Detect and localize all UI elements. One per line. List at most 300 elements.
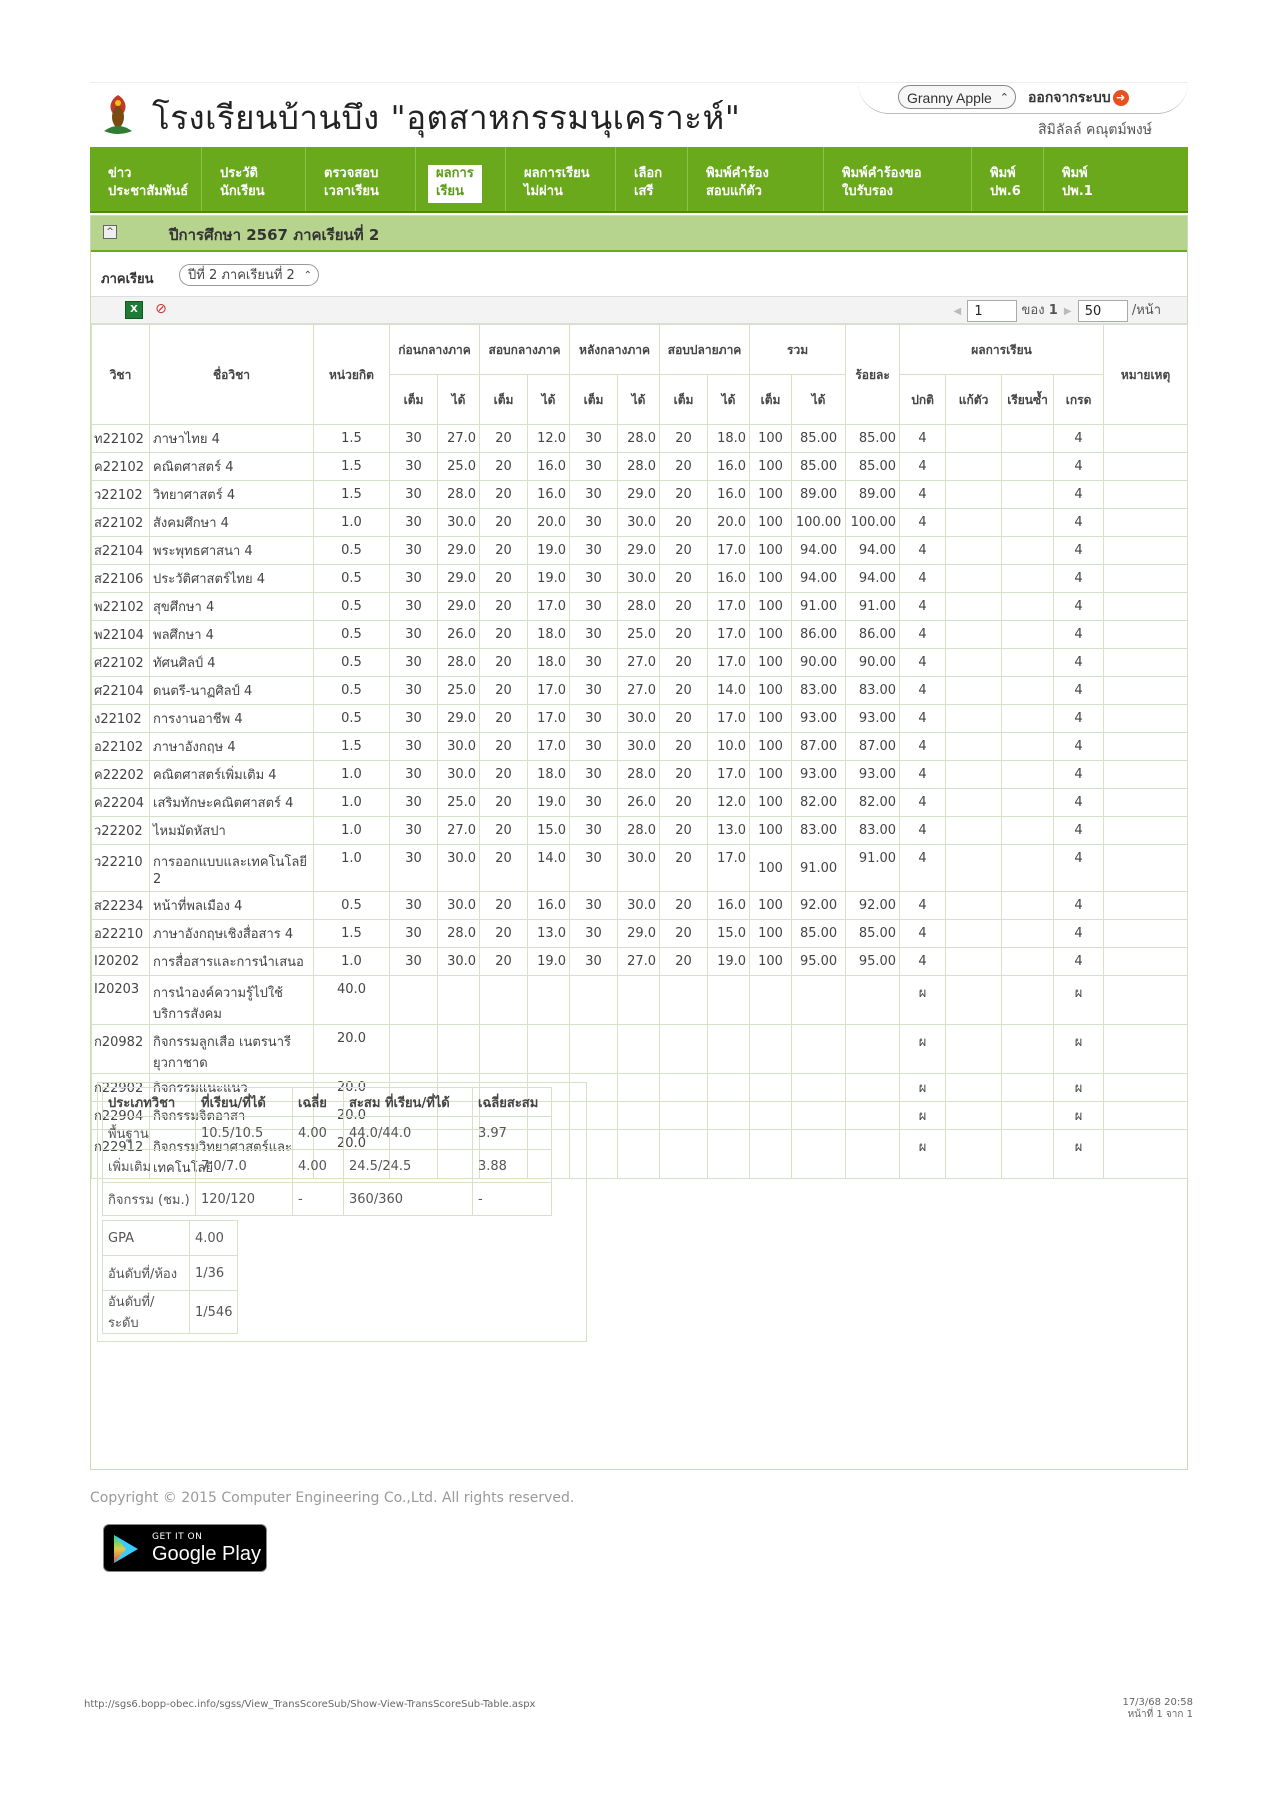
summary-table [102, 1087, 552, 1216]
cell-normal: 4 [900, 509, 946, 537]
cell-retake [946, 621, 1002, 649]
table-row [92, 733, 1188, 761]
cell-normal: ผ [900, 976, 946, 1025]
nav-print-retake[interactable]: พิมพ์คำร้อง สอบแก้ตัว [688, 147, 824, 211]
table-row [92, 761, 1188, 789]
cell-credit: 40.0 [314, 976, 390, 1025]
cell-remark [1104, 892, 1188, 920]
cell-repeat [1002, 733, 1054, 761]
cell-pg: 27.0 [438, 425, 480, 453]
cell-pg: 29.0 [438, 593, 480, 621]
cell-repeat [1002, 1025, 1054, 1074]
table-row [92, 845, 1188, 892]
cell-grade: 4 [1054, 621, 1104, 649]
table-row [92, 976, 1188, 1025]
cell-credit: 20.0 [314, 1074, 390, 1102]
main-nav [90, 147, 1188, 213]
cell-code: ก22904 [92, 1102, 150, 1130]
cell-pct [846, 1102, 900, 1130]
cell-fg: 16.0 [708, 892, 750, 920]
cell-repeat [1002, 1102, 1054, 1130]
cell-code: ค22202 [92, 761, 150, 789]
cell-retake [946, 817, 1002, 845]
cell-mg: 18.0 [528, 649, 570, 677]
nav-failed[interactable]: ผลการเรียน ไม่ผ่าน [506, 147, 616, 211]
cell-mg: 14.0 [528, 845, 570, 892]
cell-pf: 30 [390, 509, 438, 537]
cell-af: 30 [570, 677, 618, 705]
collapse-icon[interactable]: ^ [103, 225, 117, 239]
cell-pct: 95.00 [846, 948, 900, 976]
cell-fg: 17.0 [708, 845, 750, 892]
th-got: ได้ [438, 375, 480, 425]
cell-mg: 18.0 [528, 621, 570, 649]
cell-code: พ22102 [92, 593, 150, 621]
cell-grade: 4 [1054, 481, 1104, 509]
cell-code: ก22912 [92, 1130, 150, 1179]
cell-pct: 87.00 [846, 733, 900, 761]
nav-grades[interactable]: ผลการ เรียน [428, 165, 482, 203]
cell-retake [946, 593, 1002, 621]
grades-body [92, 425, 1188, 1179]
cell-ff: 20 [660, 845, 708, 892]
cell-remark [1104, 1102, 1188, 1130]
cell-name: การสื่อสารและการนำเสนอ [150, 948, 314, 976]
th-got: ได้ [792, 375, 846, 425]
cell-ag: 27.0 [618, 677, 660, 705]
cell-mg: 16.0 [528, 481, 570, 509]
cell-mf: 20 [480, 565, 528, 593]
sum-th-cum-avg: เฉลี่ยสะสม [473, 1088, 552, 1117]
table-row [92, 705, 1188, 733]
cell-grade: 4 [1054, 789, 1104, 817]
th-pre-mid: ก่อนกลางภาค [390, 325, 480, 375]
cell-credit: 0.5 [314, 565, 390, 593]
cell-ag: 28.0 [618, 761, 660, 789]
cell-pg: 28.0 [438, 920, 480, 948]
cell-af: 30 [570, 453, 618, 481]
cell-af: 30 [570, 892, 618, 920]
cell-normal: 4 [900, 789, 946, 817]
cell-tf: 100 [750, 677, 792, 705]
cell-fg: 16.0 [708, 481, 750, 509]
cell-grade: 4 [1054, 948, 1104, 976]
cell-normal: ผ [900, 1025, 946, 1074]
cell-grade: 4 [1054, 733, 1104, 761]
cell-normal: 4 [900, 705, 946, 733]
cell-retake [946, 733, 1002, 761]
gplay-big-text: Google Play [152, 1543, 261, 1565]
cell-normal: ผ [900, 1074, 946, 1102]
cell-ag [618, 976, 660, 1025]
summary-cell: 24.5/24.5 [344, 1150, 473, 1183]
gpa-row [103, 1291, 238, 1334]
cell-name: เสริมทักษะคณิตศาสตร์ 4 [150, 789, 314, 817]
cell-remark [1104, 481, 1188, 509]
print-stamp [1122, 1697, 1193, 1721]
cell-grade: 4 [1054, 425, 1104, 453]
cell-pf: 30 [390, 845, 438, 892]
cell-name: หน้าที่พลเมือง 4 [150, 892, 314, 920]
cell-name: การนำองค์ความรู้ไปใช้บริการสังคม [150, 976, 314, 1025]
cell-pg: 28.0 [438, 481, 480, 509]
cell-retake [946, 453, 1002, 481]
cell-normal: 4 [900, 761, 946, 789]
cell-pf: 30 [390, 621, 438, 649]
cell-pct: 100.00 [846, 509, 900, 537]
cell-grade: 4 [1054, 537, 1104, 565]
next-page-icon[interactable]: ▶ [1063, 306, 1072, 317]
cell-repeat [1002, 621, 1054, 649]
cell-tf: 100 [750, 892, 792, 920]
cell-mf: 20 [480, 892, 528, 920]
cell-name: พระพุทธศาสนา 4 [150, 537, 314, 565]
cell-mg: 19.0 [528, 789, 570, 817]
table-row [92, 649, 1188, 677]
cell-tf [750, 1025, 792, 1074]
cell-mg: 12.0 [528, 425, 570, 453]
cell-tg: 85.00 [792, 453, 846, 481]
cell-name: สังคมศึกษา 4 [150, 509, 314, 537]
nav-print-pp1[interactable]: พิมพ์ ปพ.1 [1062, 166, 1093, 199]
cell-fg: 17.0 [708, 705, 750, 733]
cell-af: 30 [570, 761, 618, 789]
cell-remark [1104, 845, 1188, 892]
cell-remark [1104, 761, 1188, 789]
cell-mg: 19.0 [528, 565, 570, 593]
cell-ag [618, 1025, 660, 1074]
cell-retake [946, 920, 1002, 948]
cell-grade: ผ [1054, 1102, 1104, 1130]
cell-remark [1104, 537, 1188, 565]
cell-grade: 4 [1054, 845, 1104, 892]
cell-normal: ผ [900, 1130, 946, 1179]
cell-ag: 30.0 [618, 509, 660, 537]
th-got: ได้ [618, 375, 660, 425]
summary-cell: - [473, 1183, 552, 1216]
cell-fg: 16.0 [708, 565, 750, 593]
cell-pf: 30 [390, 705, 438, 733]
table-row [92, 481, 1188, 509]
page [90, 82, 1188, 1470]
cell-normal: 4 [900, 621, 946, 649]
cell-pf: 30 [390, 565, 438, 593]
cell-pf: 30 [390, 481, 438, 509]
cell-tf [750, 1130, 792, 1179]
cell-normal: 4 [900, 948, 946, 976]
cell-fg [708, 1025, 750, 1074]
cell-pf: 30 [390, 761, 438, 789]
per-page-label: /หน้า [1131, 303, 1161, 318]
pager-of: ของ [1021, 303, 1045, 318]
cell-ff: 20 [660, 892, 708, 920]
cell-pct: 86.00 [846, 621, 900, 649]
cell-tf [750, 1102, 792, 1130]
cell-ag: 30.0 [618, 733, 660, 761]
cell-pg: 30.0 [438, 845, 480, 892]
cell-fg: 13.0 [708, 817, 750, 845]
cell-normal: 4 [900, 565, 946, 593]
cell-ag: 29.0 [618, 481, 660, 509]
th-normal: ปกติ [900, 375, 946, 425]
cell-fg: 16.0 [708, 453, 750, 481]
cell-fg: 17.0 [708, 761, 750, 789]
cell-code: ก22902 [92, 1074, 150, 1102]
cell-retake [946, 481, 1002, 509]
cell-mg: 18.0 [528, 761, 570, 789]
cell-tf: 100 [750, 481, 792, 509]
panel-header [91, 216, 1187, 252]
cell-credit: 1.0 [314, 948, 390, 976]
cell-ag: 30.0 [618, 565, 660, 593]
logout-link[interactable] [1028, 87, 1129, 109]
summary-cell: 3.88 [473, 1150, 552, 1183]
cell-mf: 20 [480, 481, 528, 509]
cell-pct: 93.00 [846, 705, 900, 733]
cell-mf: 20 [480, 733, 528, 761]
table-row [92, 1025, 1188, 1074]
cell-pg: 26.0 [438, 621, 480, 649]
term-filter-label: ภาคเรียน [101, 272, 154, 287]
cell-fg: 19.0 [708, 948, 750, 976]
cell-ff: 20 [660, 481, 708, 509]
cell-repeat [1002, 789, 1054, 817]
cell-fg [708, 1102, 750, 1130]
chevron-down-icon: ⌃ [303, 270, 312, 281]
cell-ag [618, 1130, 660, 1179]
cell-tg: 94.00 [792, 565, 846, 593]
cell-pct: 89.00 [846, 481, 900, 509]
cell-af: 30 [570, 649, 618, 677]
cell-fg [708, 976, 750, 1025]
user-select[interactable] [898, 85, 1016, 109]
cell-af: 30 [570, 705, 618, 733]
cell-repeat [1002, 817, 1054, 845]
cell-grade: 4 [1054, 705, 1104, 733]
cell-code: ว22202 [92, 817, 150, 845]
th-code: วิชา [92, 325, 150, 425]
cell-repeat [1002, 537, 1054, 565]
cell-normal: 4 [900, 733, 946, 761]
gpa-value: 1/36 [190, 1256, 238, 1291]
nav-attendance[interactable]: ตรวจสอบ เวลาเรียน [306, 147, 416, 211]
cell-mf: 20 [480, 920, 528, 948]
cell-remark [1104, 509, 1188, 537]
cell-remark [1104, 705, 1188, 733]
th-got: ได้ [708, 375, 750, 425]
cell-name: พลศึกษา 4 [150, 621, 314, 649]
cell-fg [708, 1130, 750, 1179]
summary-cell: กิจกรรม (ชม.) [103, 1183, 196, 1216]
excel-icon[interactable]: X [125, 301, 143, 319]
cell-code: ส22104 [92, 537, 150, 565]
cell-fg: 17.0 [708, 649, 750, 677]
sum-th-credits: ที่เรียน/ที่ได้ [196, 1088, 293, 1117]
cell-mg [528, 976, 570, 1025]
cell-name: กิจกรรมลูกเสือ เนตรนารี ยุวกาชาด [150, 1025, 314, 1074]
cell-tg: 93.00 [792, 761, 846, 789]
cell-af: 30 [570, 845, 618, 892]
grades-panel [90, 215, 1188, 1470]
cell-ag: 29.0 [618, 920, 660, 948]
cell-remark [1104, 1074, 1188, 1102]
chevron-down-icon: ⌃ [999, 92, 1009, 104]
th-full: เต็ม [390, 375, 438, 425]
cell-ff: 20 [660, 920, 708, 948]
gpa-table [102, 1220, 238, 1334]
gplay-small-text: GET IT ON [152, 1532, 203, 1542]
cell-mf: 20 [480, 621, 528, 649]
cell-name: กิจกรรมจิตอาสา [150, 1102, 314, 1130]
cell-normal: 4 [900, 892, 946, 920]
cell-tf: 100 [750, 537, 792, 565]
cell-credit: 0.5 [314, 593, 390, 621]
cell-tg: 89.00 [792, 481, 846, 509]
google-play-badge[interactable] [103, 1524, 267, 1572]
gpa-value: 4.00 [190, 1221, 238, 1256]
cell-tf: 100 [750, 425, 792, 453]
sum-th-cum-credits: สะสม ที่เรียน/ที่ได้ [344, 1088, 473, 1117]
cell-retake [946, 789, 1002, 817]
th-final: สอบปลายภาค [660, 325, 750, 375]
gpa-row [103, 1221, 238, 1256]
cell-pg: 30.0 [438, 761, 480, 789]
cell-repeat [1002, 649, 1054, 677]
nav-print-cert[interactable]: พิมพ์คำร้องขอ ใบรับรอง [824, 147, 972, 211]
nav-elective[interactable]: เลือก เสรี [616, 147, 688, 211]
cell-credit: 0.5 [314, 537, 390, 565]
cell-fg: 18.0 [708, 425, 750, 453]
cell-ff: 20 [660, 761, 708, 789]
cell-ff: 20 [660, 565, 708, 593]
cell-tg: 87.00 [792, 733, 846, 761]
cell-retake [946, 761, 1002, 789]
nav-grades-cell [416, 147, 506, 211]
cell-repeat [1002, 481, 1054, 509]
cell-grade: 4 [1054, 453, 1104, 481]
cell-mg: 17.0 [528, 733, 570, 761]
cell-ff: 20 [660, 453, 708, 481]
cell-credit: 0.5 [314, 892, 390, 920]
summary-row [103, 1183, 552, 1216]
school-logo-icon [98, 91, 138, 139]
cell-retake [946, 565, 1002, 593]
cell-credit: 1.5 [314, 425, 390, 453]
cell-tg: 100.00 [792, 509, 846, 537]
cell-tf: 100 [750, 649, 792, 677]
cell-retake [946, 677, 1002, 705]
cell-retake [946, 892, 1002, 920]
table-row [92, 453, 1188, 481]
cell-pf: 30 [390, 453, 438, 481]
cell-tg: 82.00 [792, 789, 846, 817]
cell-pct: 93.00 [846, 761, 900, 789]
cell-tg [792, 1130, 846, 1179]
cell-ff [660, 1074, 708, 1102]
cell-ff [660, 1025, 708, 1074]
cell-normal: 4 [900, 481, 946, 509]
cell-credit: 1.5 [314, 453, 390, 481]
cell-pf: 30 [390, 537, 438, 565]
cell-pg: 25.0 [438, 453, 480, 481]
cell-mf: 20 [480, 509, 528, 537]
cell-repeat [1002, 761, 1054, 789]
page-input[interactable]: 1 [967, 300, 1017, 322]
cell-code: ว22102 [92, 481, 150, 509]
cell-tg [792, 976, 846, 1025]
prev-page-icon[interactable]: ◀ [953, 306, 962, 317]
cell-tg: 93.00 [792, 705, 846, 733]
cell-fg: 20.0 [708, 509, 750, 537]
cell-mf: 20 [480, 705, 528, 733]
cell-af: 30 [570, 817, 618, 845]
cell-credit: 0.5 [314, 649, 390, 677]
cell-pct [846, 1074, 900, 1102]
cell-tg [792, 1102, 846, 1130]
filter-off-icon[interactable]: ⊘ [155, 301, 167, 317]
cell-ff: 20 [660, 677, 708, 705]
cell-af: 30 [570, 537, 618, 565]
cell-pg: 30.0 [438, 509, 480, 537]
cell-af: 30 [570, 509, 618, 537]
cell-mg: 15.0 [528, 817, 570, 845]
cell-grade: 4 [1054, 509, 1104, 537]
table-row [92, 920, 1188, 948]
cell-normal: 4 [900, 920, 946, 948]
cell-ff: 20 [660, 789, 708, 817]
cell-ff [660, 1130, 708, 1179]
cell-mf [480, 1025, 528, 1074]
cell-pf [390, 976, 438, 1025]
cell-name: ประวัติศาสตร์ไทย 4 [150, 565, 314, 593]
cell-mf: 20 [480, 649, 528, 677]
cell-tg: 92.00 [792, 892, 846, 920]
cell-repeat [1002, 920, 1054, 948]
cell-repeat [1002, 593, 1054, 621]
cell-ag: 28.0 [618, 453, 660, 481]
cell-repeat [1002, 1074, 1054, 1102]
cell-tg: 94.00 [792, 537, 846, 565]
term-select[interactable] [179, 264, 319, 286]
cell-pg: 25.0 [438, 789, 480, 817]
cell-remark [1104, 948, 1188, 976]
cell-pct: 94.00 [846, 537, 900, 565]
cell-code: อ22210 [92, 920, 150, 948]
cell-ag: 30.0 [618, 845, 660, 892]
cell-pf: 30 [390, 920, 438, 948]
cell-name: ภาษาอังกฤษเชิงสื่อสาร 4 [150, 920, 314, 948]
table-row [92, 677, 1188, 705]
cell-pf [390, 1025, 438, 1074]
th-grade: เกรด [1054, 375, 1104, 425]
th-remark: หมายเหตุ [1104, 325, 1188, 425]
cell-remark [1104, 677, 1188, 705]
cell-mf: 20 [480, 948, 528, 976]
nav-profile[interactable]: ประวัติ นักเรียน [202, 147, 306, 211]
nav-print-pp6[interactable]: พิมพ์ ปพ.6 [972, 147, 1044, 211]
print-page-info: หน้าที่ 1 จาก 1 [1127, 1709, 1193, 1720]
cell-remark [1104, 733, 1188, 761]
cell-pg: 30.0 [438, 733, 480, 761]
cell-credit: 0.5 [314, 677, 390, 705]
cell-ag: 28.0 [618, 425, 660, 453]
logout-arrow-icon: ➜ [1113, 90, 1129, 106]
cell-normal: 4 [900, 425, 946, 453]
cell-mf: 20 [480, 817, 528, 845]
per-page-input[interactable]: 50 [1078, 300, 1128, 322]
nav-news[interactable]: ข่าว ประชาสัมพันธ์ [90, 147, 202, 211]
cell-af: 30 [570, 593, 618, 621]
